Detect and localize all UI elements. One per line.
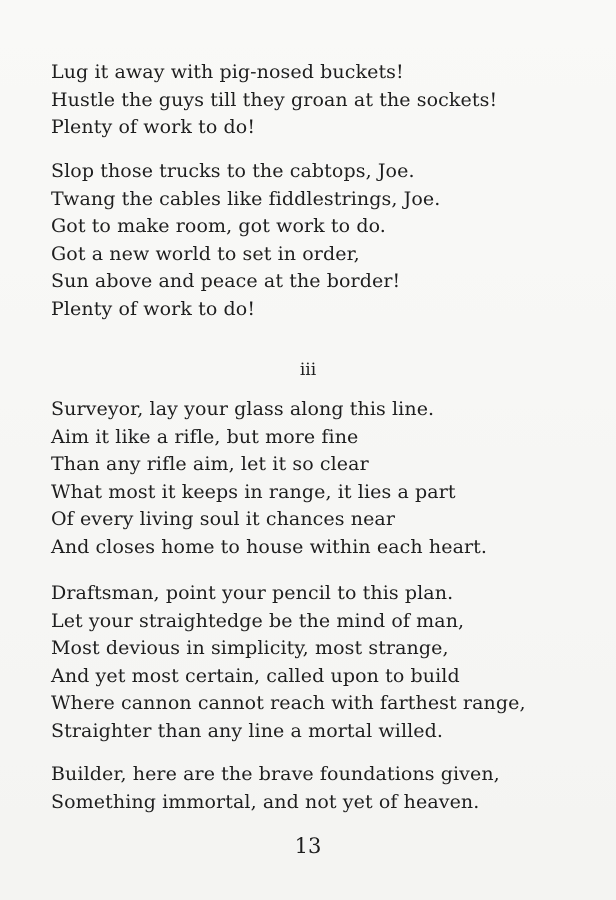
poem-line: Hustle the guys till they groan at the sockets! (51, 88, 498, 111)
poem-line: Straighter than any line a mortal willed. (51, 719, 444, 742)
poem-line: Got a new world to set in order, (51, 242, 360, 265)
poem-line: What most it keeps in range, it lies a part (51, 480, 456, 503)
poem-line: Lug it away with pig-nosed buckets! (51, 61, 404, 83)
poem-line: Than any rifle aim, let it so clear (51, 453, 369, 475)
poem-line: Something immortal, and not yet of heaven. (51, 790, 480, 813)
poem-line: And yet most certain, called upon to build (51, 664, 460, 687)
poem-line: Aim it like a rifle, but more fine (51, 425, 359, 448)
poem-line: Surveyor, lay your glass along this line. (51, 398, 435, 420)
stanza-5 (51, 761, 500, 816)
poem-line: Twang the cables like fiddlestrings, Joe. (51, 187, 441, 210)
poem-line: Got to make room, got work to do. (51, 215, 386, 237)
poem-line: Plenty of work to do! (51, 116, 256, 138)
stanza-3 (51, 396, 487, 561)
poem-line: Builder, here are the brave foundations given, (51, 763, 500, 785)
poem-line: Slop those trucks to the cabtops, Joe. (51, 160, 415, 182)
stanza-2 (51, 158, 440, 323)
poem-line: And closes home to house within each heart. (51, 535, 488, 558)
poem-line: Let your straightedge be the mind of man, (51, 609, 465, 632)
poem-line: Most devious in simplicity, most strange, (51, 637, 449, 659)
poem-line: Plenty of work to do! (51, 297, 256, 320)
section-number: iii (299, 360, 317, 380)
poem-line: Sun above and peace at the border! (51, 270, 401, 292)
poem-line: Draftsman, point your pencil to this plan. (51, 582, 454, 604)
poem-line: Of every living soul it chances near (51, 508, 396, 530)
stanza-1 (51, 59, 497, 142)
page-number: 13 (294, 834, 322, 858)
stanza-4 (51, 580, 526, 745)
poem-line: Where cannon cannot reach with farthest range, (51, 692, 526, 714)
